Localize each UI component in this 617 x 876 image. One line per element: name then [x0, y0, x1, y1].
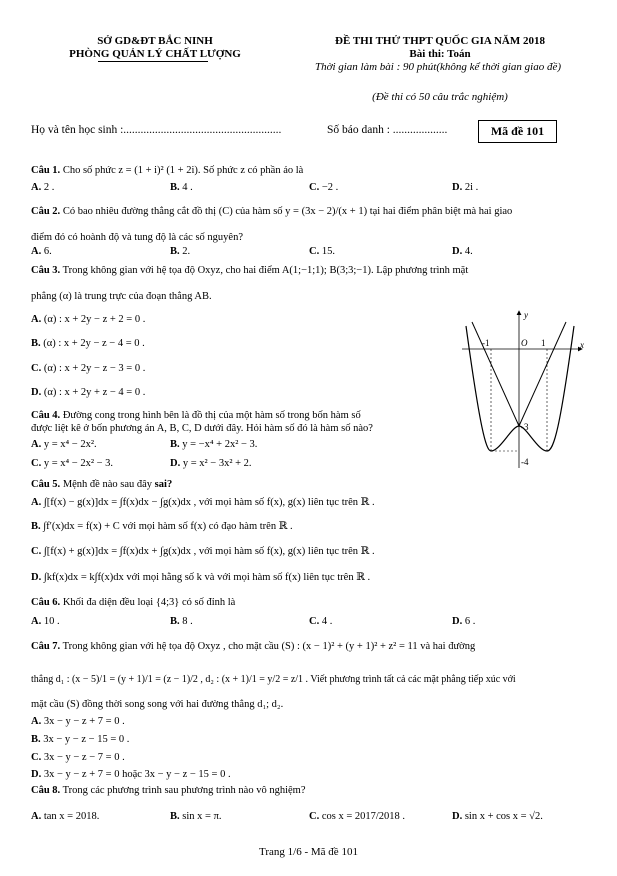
q7-option-d[interactable]: D. 3x − y − z + 7 = 0 hoặc 3x − y − z − 15 = 0 .: [31, 769, 231, 780]
q8-option-d[interactable]: D. sin x + cos x = √2.: [452, 811, 543, 822]
question-4-line2: được liệt kê ở bốn phương án A, B, C, D dưới đây. Hỏi hàm số đó là hàm số nào?: [31, 423, 373, 434]
exam-subject: Bài thi: Toán: [409, 48, 471, 60]
q5-option-c[interactable]: C. ∫[f(x) + g(x)]dx = ∫f(x)dx + ∫g(x)dx , với mọi hàm số f(x), g(x) liên tục trên ℝ .: [31, 546, 375, 557]
question-1-label: Câu 1.: [31, 165, 61, 176]
header-underline: [98, 61, 208, 62]
q5-option-d[interactable]: D. ∫kf(x)dx = k∫f(x)dx với mọi hằng số k và với mọi hàm số f(x) liên tục trên ℝ .: [31, 572, 371, 583]
question-3-text: Trong không gian với hệ tọa độ Oxyz, cho hai điểm A(1;−1;1); B(3;3;−1). Lập phương trình mặt: [62, 265, 469, 276]
q5-option-a[interactable]: A. ∫[f(x) − g(x)]dx = ∫f(x)dx − ∫g(x)dx , với mọi hàm số f(x), g(x) liên tục trên ℝ .: [31, 497, 375, 508]
exam-title: ĐỀ THI THỬ THPT QUỐC GIA NĂM 2018: [335, 35, 545, 47]
q6-option-c[interactable]: C. 4 .: [309, 616, 333, 627]
tick-ym3: -3: [521, 422, 529, 432]
q4-option-c[interactable]: C. y = x⁴ − 2x² − 3.: [31, 458, 114, 469]
q8-option-c[interactable]: C. cos x = 2017/2018 .: [309, 811, 406, 822]
question-5: Câu 5. Mệnh đề nào sau đây sai?: [31, 479, 173, 490]
q3-option-c[interactable]: C. (α) : x + 2y − z − 3 = 0 .: [31, 363, 146, 374]
question-4: Câu 4. Đường cong trong hình bên là đồ thị của một hàm số trong bốn hàm số: [31, 410, 361, 421]
q3-option-b[interactable]: B. (α) : x + 2y − z − 4 = 0 .: [31, 338, 145, 349]
question-8-text: Trong các phương trình sau phương trình nào vô nghiệm?: [62, 785, 306, 796]
tick-ym4: -4: [521, 457, 529, 467]
q3-option-d[interactable]: D. (α) : x + 2y + z − 4 = 0 .: [31, 387, 146, 398]
page-footer: Trang 1/6 - Mã đề 101: [259, 846, 358, 858]
q6-option-a[interactable]: A. 10 .: [31, 616, 60, 627]
origin-label: O: [521, 338, 528, 348]
q3-option-a[interactable]: A. (α) : x + 2y − z + 2 = 0 .: [31, 314, 146, 325]
question-7-text: Trong không gian với hệ tọa độ Oxyz , cho mặt cầu (S) : (x − 1)² + (y + 1)² + z² = 11 và hai đường: [62, 641, 476, 652]
q7-option-b[interactable]: B. 3x − y − z − 15 = 0 .: [31, 734, 130, 745]
q1-option-d[interactable]: D. 2i .: [452, 182, 479, 193]
dept-name: SỞ GD&ĐT BẮC NINH: [97, 35, 213, 47]
question-8: Câu 8. Trong các phương trình sau phương trình nào vô nghiệm?: [31, 785, 306, 796]
y-axis-label: y: [524, 310, 528, 320]
exam-code-box: Mã đề 101: [478, 120, 557, 143]
question-2: Câu 2. Có bao nhiêu đường thẳng cắt đồ thị (C) của hàm số y = (3x − 2)/(x + 1) tại hai điểm phân biệt mà hai giao: [31, 206, 513, 217]
question-4-text: Đường cong trong hình bên là đồ thị của một hàm số trong bốn hàm số: [62, 410, 361, 421]
question-3-line2: phẳng (α) là trung trực của đoạn thẳng AB.: [31, 291, 212, 302]
question-2-text: Có bao nhiêu đường thẳng cắt đồ thị (C) của hàm số y = (3x − 2)/(x + 1) tại hai điểm phân biệt mà hai giao: [62, 206, 513, 217]
student-name-label: Họ và tên học sinh :.......................................................: [31, 124, 282, 136]
q8-option-a[interactable]: A. tan x = 2018.: [31, 811, 100, 822]
q4-option-b[interactable]: B. y = −x⁴ + 2x² − 3.: [170, 439, 258, 450]
q4-option-a[interactable]: A. y = x⁴ − 2x².: [31, 439, 97, 450]
exam-duration: Thời gian làm bài : 90 phút(không kể thời gian giao đề): [314, 61, 562, 73]
q2-option-b[interactable]: B. 2.: [170, 246, 191, 257]
x-axis-label: x: [580, 340, 584, 350]
q1-option-c[interactable]: C. −2 .: [309, 182, 339, 193]
tick-xm1: -1: [482, 338, 490, 348]
question-6: Câu 6. Khối đa diện đều loại {4;3} có số đỉnh là: [31, 597, 236, 608]
question-7-line3: mặt cầu (S) đồng thời song song với hai đường thẳng d₁; d₂.: [31, 699, 284, 710]
question-7: Câu 7. Trong không gian với hệ tọa độ Oxyz , cho mặt cầu (S) : (x − 1)² + (y + 1)² + z² = 11 và hai đường: [31, 641, 476, 652]
office-name: PHÒNG QUẢN LÝ CHẤT LƯỢNG: [69, 48, 241, 60]
q1-option-a[interactable]: A. 2 .: [31, 182, 55, 193]
q6-option-b[interactable]: B. 8 .: [170, 616, 193, 627]
student-id-label: Số báo danh : ...................: [327, 124, 448, 136]
function-graph: [462, 308, 592, 473]
question-6-text: Khối đa diện đều loại {4;3} có số đỉnh là: [62, 597, 236, 608]
q7-option-c[interactable]: C. 3x − y − z − 7 = 0 .: [31, 752, 125, 763]
question-3: Câu 3. Trong không gian với hệ tọa độ Oxyz, cho hai điểm A(1;−1;1); B(3;3;−1). Lập phương trình mặt: [31, 265, 469, 276]
question-1-text: Cho số phức z = (1 + i)² (1 + 2i). Số phức z có phần ảo là: [62, 165, 304, 176]
q7-option-a[interactable]: A. 3x − y − z + 7 = 0 .: [31, 716, 125, 727]
q5-option-b[interactable]: B. ∫f′(x)dx = f(x) + C với mọi hàm số f(x) có đạo hàm trên ℝ .: [31, 521, 293, 532]
question-7-line2: thẳng d₁ : (x − 5)/1 = (y + 1)/1 = (z − 1)/2 , d₂ : (x + 1)/1 = y/2 = z/1 . Viết phương trình tất cả các mặt phẳng tiếp xúc với: [31, 674, 516, 685]
q2-option-a[interactable]: A. 6.: [31, 246, 52, 257]
q1-option-b[interactable]: B. 4 .: [170, 182, 193, 193]
tick-x1: 1: [541, 338, 546, 348]
exam-note: (Đề thi có 50 câu trắc nghiệm): [372, 91, 508, 103]
q6-option-d[interactable]: D. 6 .: [452, 616, 476, 627]
question-5-emphasis: sai: [154, 479, 167, 490]
q8-option-b[interactable]: B. sin x = π.: [170, 811, 222, 822]
q2-option-c[interactable]: C. 15.: [309, 246, 335, 257]
q2-option-d[interactable]: D. 4.: [452, 246, 473, 257]
q4-option-d[interactable]: D. y = x² − 3x² + 2.: [170, 458, 252, 469]
question-2-line2: điểm đó có hoành độ và tung độ là các số nguyên?: [31, 232, 243, 243]
question-1: [31, 165, 303, 177]
